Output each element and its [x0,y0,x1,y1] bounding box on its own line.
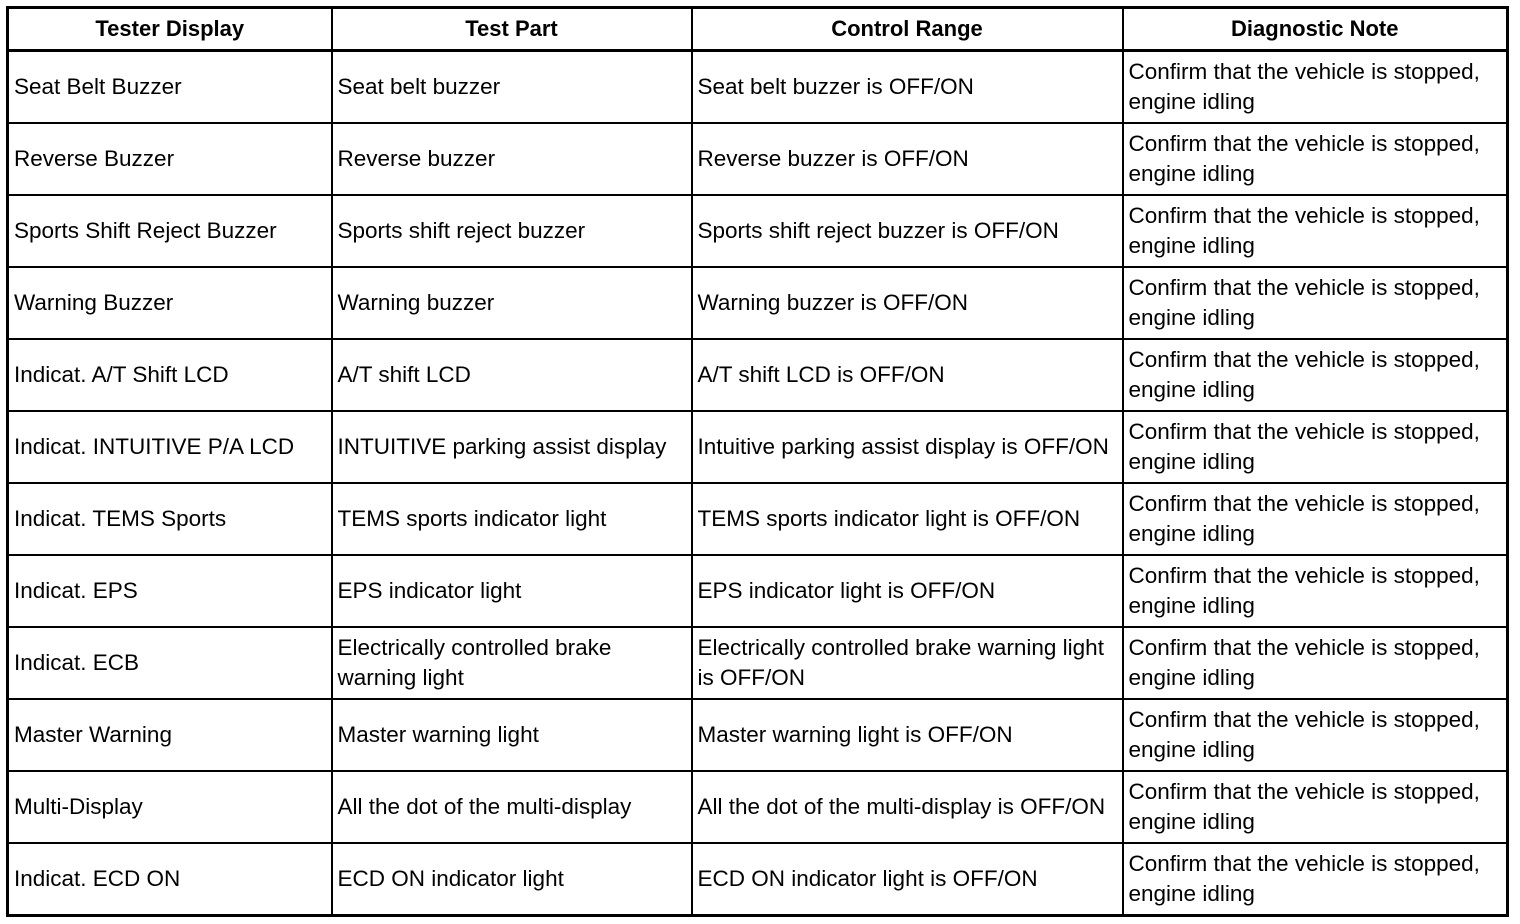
header-test-part: Test Part [332,8,692,51]
cell-test-part: TEMS sports indicator light [332,483,692,555]
cell-tester-display: Warning Buzzer [8,267,332,339]
cell-tester-display: Multi-Display [8,771,332,843]
table-row [8,267,1508,339]
cell-diagnostic-note: Confirm that the vehicle is stopped, engine idling [1123,339,1508,411]
cell-test-part: Master warning light [332,699,692,771]
cell-control-range: Intuitive parking assist display is OFF/ON [692,411,1123,483]
table-row [8,339,1508,411]
cell-diagnostic-note: Confirm that the vehicle is stopped, engine idling [1123,123,1508,195]
cell-test-part: INTUITIVE parking assist display [332,411,692,483]
cell-test-part: All the dot of the multi-display [332,771,692,843]
cell-diagnostic-note: Confirm that the vehicle is stopped, engine idling [1123,627,1508,699]
cell-control-range: TEMS sports indicator light is OFF/ON [692,483,1123,555]
cell-tester-display: Seat Belt Buzzer [8,51,332,124]
cell-control-range: Seat belt buzzer is OFF/ON [692,51,1123,124]
cell-test-part: EPS indicator light [332,555,692,627]
cell-control-range: EPS indicator light is OFF/ON [692,555,1123,627]
cell-tester-display: Master Warning [8,699,332,771]
table-row [8,123,1508,195]
cell-control-range: Reverse buzzer is OFF/ON [692,123,1123,195]
cell-tester-display: Indicat. EPS [8,555,332,627]
cell-tester-display: Indicat. A/T Shift LCD [8,339,332,411]
table-row [8,699,1508,771]
table-row [8,483,1508,555]
cell-control-range: ECD ON indicator light is OFF/ON [692,843,1123,916]
cell-control-range: Master warning light is OFF/ON [692,699,1123,771]
cell-tester-display: Reverse Buzzer [8,123,332,195]
cell-tester-display: Sports Shift Reject Buzzer [8,195,332,267]
cell-diagnostic-note: Confirm that the vehicle is stopped, engine idling [1123,699,1508,771]
cell-control-range: Sports shift reject buzzer is OFF/ON [692,195,1123,267]
cell-tester-display: Indicat. TEMS Sports [8,483,332,555]
cell-control-range: Electrically controlled brake warning light is OFF/ON [692,627,1123,699]
header-diagnostic-note: Diagnostic Note [1123,8,1508,51]
cell-test-part: A/T shift LCD [332,339,692,411]
cell-control-range: A/T shift LCD is OFF/ON [692,339,1123,411]
cell-control-range: Warning buzzer is OFF/ON [692,267,1123,339]
cell-test-part: ECD ON indicator light [332,843,692,916]
cell-tester-display: Indicat. INTUITIVE P/A LCD [8,411,332,483]
header-control-range: Control Range [692,8,1123,51]
table-row [8,195,1508,267]
cell-test-part: Sports shift reject buzzer [332,195,692,267]
table-row [8,843,1508,916]
cell-diagnostic-note: Confirm that the vehicle is stopped, engine idling [1123,555,1508,627]
header-row [8,8,1508,51]
cell-diagnostic-note: Confirm that the vehicle is stopped, engine idling [1123,195,1508,267]
cell-test-part: Seat belt buzzer [332,51,692,124]
active-test-table [6,6,1509,917]
table-row [8,411,1508,483]
table-row [8,627,1508,699]
cell-control-range: All the dot of the multi-display is OFF/ON [692,771,1123,843]
cell-diagnostic-note: Confirm that the vehicle is stopped, engine idling [1123,843,1508,916]
cell-test-part: Electrically controlled brake warning light [332,627,692,699]
cell-diagnostic-note: Confirm that the vehicle is stopped, engine idling [1123,411,1508,483]
cell-diagnostic-note: Confirm that the vehicle is stopped, engine idling [1123,51,1508,124]
table-row [8,555,1508,627]
cell-tester-display: Indicat. ECB [8,627,332,699]
cell-test-part: Warning buzzer [332,267,692,339]
cell-diagnostic-note: Confirm that the vehicle is stopped, engine idling [1123,771,1508,843]
cell-test-part: Reverse buzzer [332,123,692,195]
cell-diagnostic-note: Confirm that the vehicle is stopped, engine idling [1123,483,1508,555]
cell-tester-display: Indicat. ECD ON [8,843,332,916]
table-row [8,771,1508,843]
table-row [8,51,1508,124]
cell-diagnostic-note: Confirm that the vehicle is stopped, engine idling [1123,267,1508,339]
header-tester-display: Tester Display [8,8,332,51]
